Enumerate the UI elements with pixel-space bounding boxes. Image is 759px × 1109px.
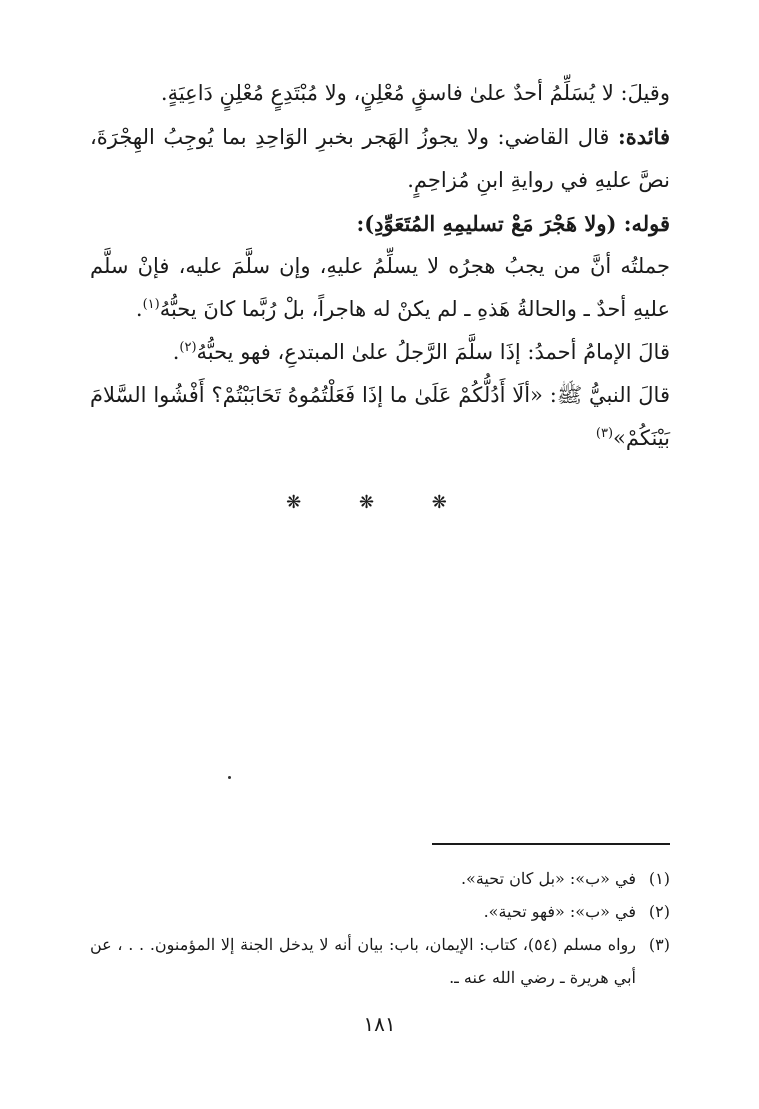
footnote-text: في «ب»: «بل كان تحية». [460, 869, 636, 888]
footnote-3 [90, 928, 670, 994]
footnote-1 [90, 862, 670, 895]
main-text [90, 72, 670, 460]
paragraph-4-text: جملتُه أنَّ من يجبُ هجرُه لا يسلِّمُ عليهِ، وإن سلَّمَ عليه، فإنْ سلَّم عليهِ أحدٌ ـ والحالةُ هَذهِ ـ لم يكنْ له هاجراً، بلْ رُبَّما كانَ يحبُّهُ [90, 254, 670, 321]
paragraph-1-text: وقيلَ: لا يُسَلِّمُ أحدٌ علىٰ فاسقٍ مُعْلِنٍ، ولا مُبْتَدِعٍ مُعْلِنٍ دَاعِيَةٍ. [160, 81, 670, 105]
paragraph-4 [90, 245, 670, 331]
section-separator: ❋ ❋ ❋ [286, 492, 473, 513]
section-heading [90, 202, 670, 245]
paragraph-2 [90, 115, 670, 202]
paragraph-6-text: قالَ النبيُّ ﷺ: «ألَا أَدُلُّكُمْ عَلَىٰ ما إذَا فَعَلْتُمُوهُ تَحَابَبْتُمْ؟ أَفْشُوا السَّلامَ بَيْنَكُمْ» [90, 383, 670, 450]
footnote-number: (٣) [648, 935, 670, 954]
footnotes [90, 862, 670, 994]
paragraph-6 [90, 374, 670, 460]
footnote-ref-3: (٣) [595, 426, 614, 441]
footnote-ref-1: (١) [142, 297, 160, 312]
faida-label: فائدة: [617, 124, 670, 149]
paragraph-2-text: قال القاضي: ولا يجوزُ الهَجر بخبرِ الوَاحِدِ بما يُوجِبُ الهِجْرَةَ، نصَّ عليهِ في روايةِ ابنِ مُزاحِمٍ. [90, 125, 670, 192]
stray-dot [228, 776, 231, 779]
footnote-2 [90, 895, 670, 928]
footnote-number: (١) [648, 869, 670, 888]
paragraph-1 [90, 72, 670, 115]
paragraph-5-end: . [172, 340, 180, 364]
footnote-ref-2: (٢) [179, 340, 197, 355]
footnote-divider [432, 843, 670, 845]
paragraph-5-text: قالَ الإمامُ أحمدُ: إذَا سلَّمَ الرَّجلُ علىٰ المبتدعِ، فهو يحبُّهُ [196, 340, 670, 364]
footnote-text: في «ب»: «فهو تحية». [483, 902, 636, 921]
page-number: ١٨١ [363, 1012, 396, 1036]
section-heading-text: قوله: (ولا هَجْرَ مَعْ تسليمِهِ المُتَعَوِّدِ): [356, 211, 670, 236]
paragraph-5 [90, 331, 670, 374]
footnote-text: رواه مسلم (٥٤)، كتاب: الإيمان، باب: بيان أنه لا يدخل الجنة إلا المؤمنون. . . ، عن أبي هريرة ـ رضي الله عنه ـ. [90, 935, 636, 987]
paragraph-4-end: . [135, 297, 143, 321]
footnote-number: (٢) [648, 902, 670, 921]
